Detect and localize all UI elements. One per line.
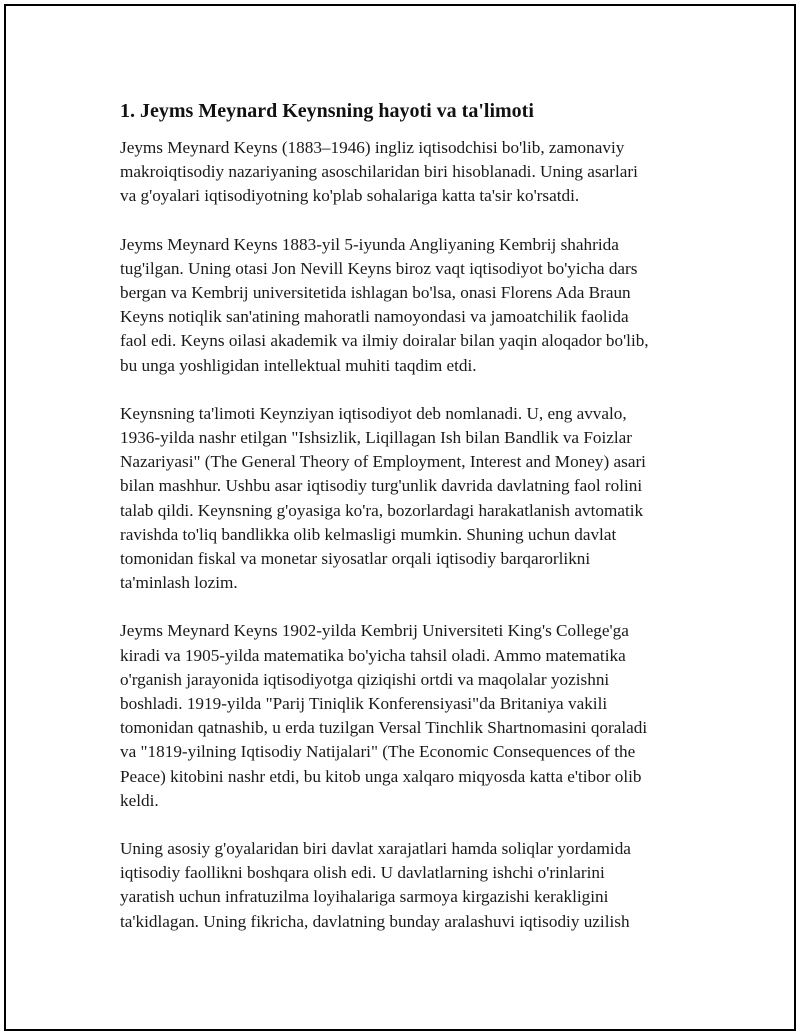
paragraph-intro: [120, 136, 700, 209]
text-line: yaratish uchun infratuzilma loyihalariga sarmoya kirgazishi kerakligini: [120, 887, 609, 907]
text-line: Keynsning ta'limoti Keynziyan iqtisodiyot deb nomlanadi. U, eng avvalo,: [120, 403, 627, 423]
text-line: ta'kidlagan. Uning fikricha, davlatning bunday aralashuvi iqtisodiy uzilish: [120, 911, 630, 931]
text-line: Uning asosiy g'oyalaridan biri davlat xarajatlari hamda soliqlar yordamida: [120, 839, 631, 859]
text-line: faol edi. Keyns oilasi akademik va ilmiy doiralar bilan yaqin aloqador bo'lib,: [120, 331, 649, 351]
text-line: tug'ilgan. Uning otasi Jon Nevill Keyns biroz vaqt iqtisodiyot bo'yicha dars: [120, 258, 638, 278]
text-line: Jeyms Meynard Keyns 1902-yilda Kembrij Universiteti King's College'ga: [120, 621, 629, 641]
text-line: Peace) kitobini nashr etdi, bu kitob unga xalqaro miqyosda katta e'tibor olib: [120, 766, 642, 786]
text-line: bu unga yoshligidan intellektual muhiti taqdim etdi.: [120, 355, 477, 375]
paragraph-early-life: [120, 233, 700, 378]
text-line: va g'oyalari iqtisodiyotning ko'plab sohalariga katta ta'sir ko'rsatdi.: [120, 186, 580, 206]
text-line: tomonidan qatnashib, u erda tuzilgan Versal Tinchlik Shartnomasini qoraladi: [120, 718, 648, 738]
paragraph-ideas: [120, 837, 700, 934]
text-line: boshladi. 1919-yilda "Parij Tiniqlik Konferensiyasi"da Britaniya vakili: [120, 694, 608, 714]
text-line: kiradi va 1905-yilda matematika bo'yicha tahsil oladi. Ammo matematika: [120, 645, 626, 665]
paragraph-education: [120, 619, 700, 813]
document-body: [120, 98, 700, 958]
text-line: Keyns notiqlik san'atining mahoratli namoyondasi va jamoatchilik faolida: [120, 307, 629, 327]
text-line: makroiqtisodiy nazariyaning asoschilaridan biri hisoblanadi. Uning asarlari: [120, 162, 638, 182]
text-line: ravishda to'liq bandlikka olib kelmasligi mumkin. Shuning uchun davlat: [120, 524, 617, 544]
section-heading: 1. Jeyms Meynard Keynsning hayoti va ta'limoti: [120, 100, 534, 122]
text-line: bergan va Kembrij universitetida ishlagan bo'lsa, onasi Florens Ada Braun: [120, 283, 631, 303]
text-line: bilan mashhur. Ushbu asar iqtisodiy turg'unlik davrida davlatning faol rolini: [120, 476, 643, 496]
text-line: keldi.: [120, 790, 159, 810]
text-line: tomonidan fiskal va monetar siyosatlar orqali iqtisodiy barqarorlikni: [120, 549, 591, 569]
page-frame: [4, 4, 796, 1031]
text-line: Jeyms Meynard Keyns 1883-yil 5-iyunda Angliyaning Kembrij shahrida: [120, 234, 619, 254]
paragraph-theory: [120, 402, 700, 596]
text-line: va "1819-yilning Iqtisodiy Natijalari" (The Economic Consequences of the: [120, 742, 636, 762]
text-line: iqtisodiy faollikni boshqara olish edi. U davlatlarning ishchi o'rinlarini: [120, 863, 605, 883]
text-line: talab qildi. Keynsning g'oyasiga ko'ra, bozorlardagi harakatlanish avtomatik: [120, 500, 644, 520]
text-line: ta'minlash lozim.: [120, 573, 238, 593]
text-line: Jeyms Meynard Keyns (1883–1946) ingliz iqtisodchisi bo'lib, zamonaviy: [120, 138, 625, 157]
text-line: o'rganish jarayonida iqtisodiyotga qiziqishi ortdi va maqolalar yozishni: [120, 669, 610, 689]
text-line: 1936-yilda nashr etilgan "Ishsizlik, Liqillagan Ish bilan Bandlik va Foizlar: [120, 428, 633, 448]
text-line: Nazariyasi" (The General Theory of Employment, Interest and Money) asari: [120, 452, 646, 472]
